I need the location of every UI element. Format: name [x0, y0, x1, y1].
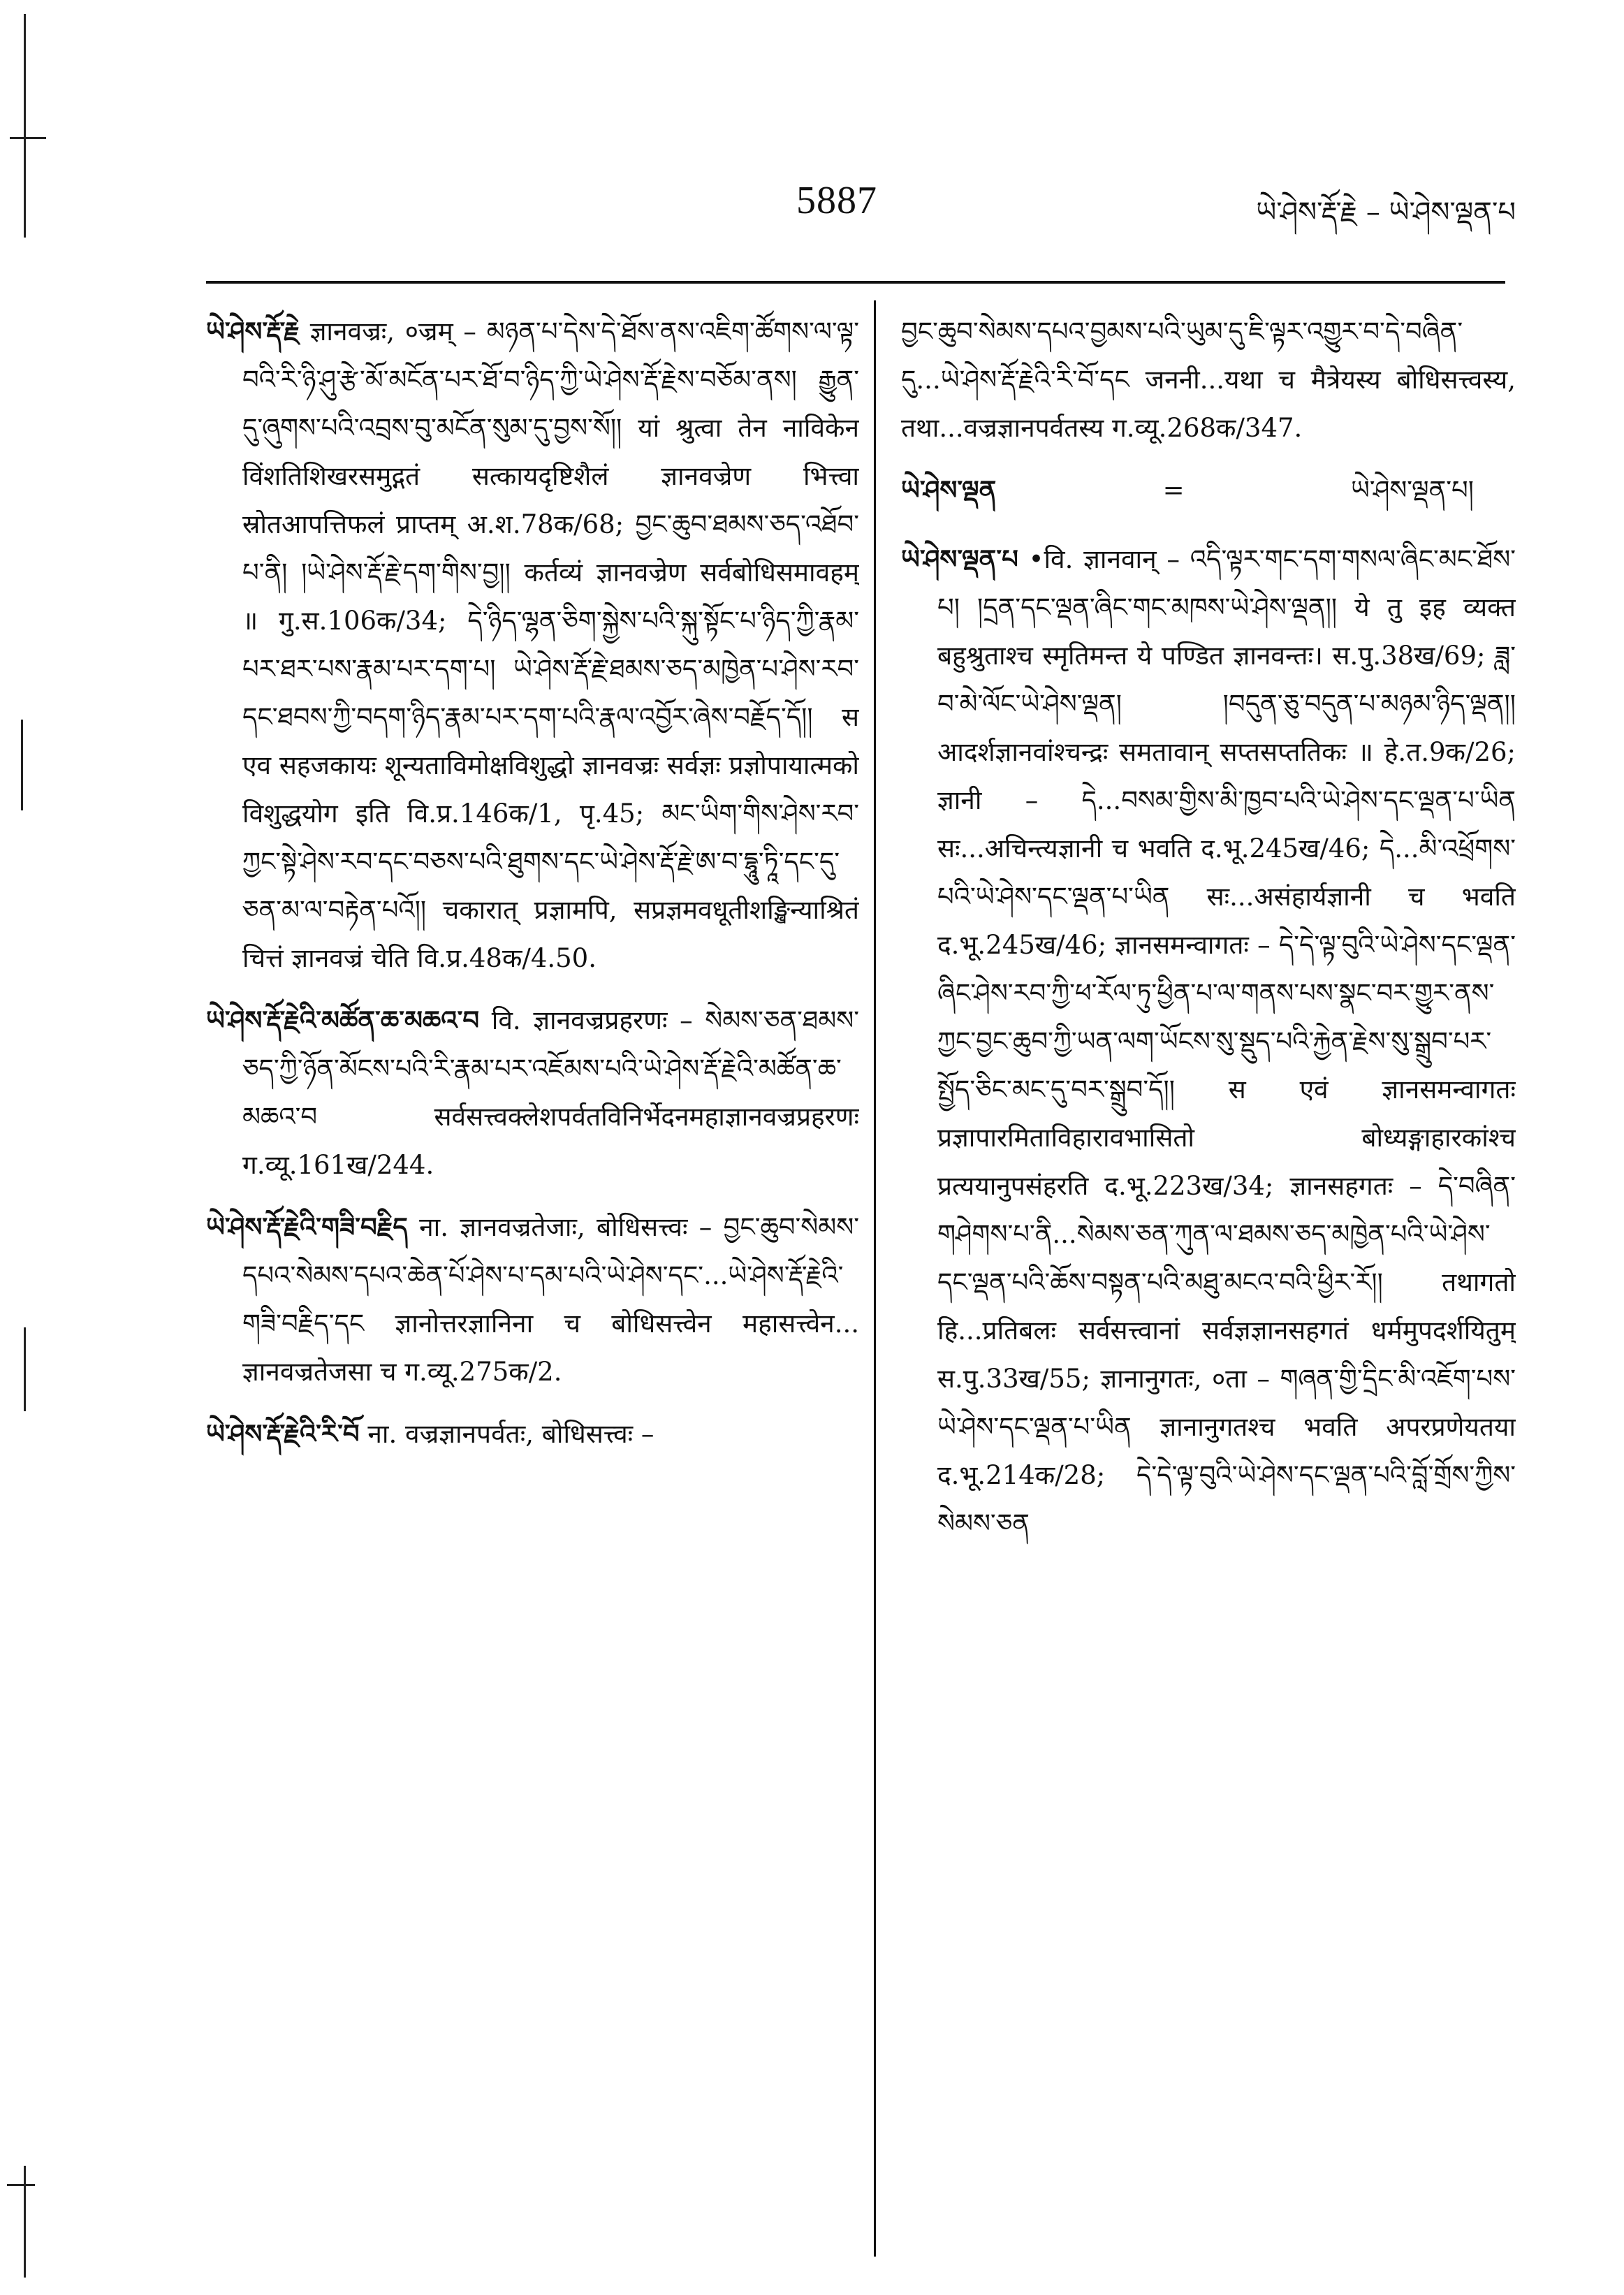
page-number: 5887: [796, 179, 877, 222]
entry-headword: ཡེ་ཤེས་རྡོ་རྗེ: [206, 316, 300, 347]
margin-mark: [21, 720, 23, 810]
dictionary-entry: [901, 535, 1516, 1547]
dictionary-entry: [206, 1203, 859, 1396]
equals-sign: =: [1162, 475, 1185, 505]
dictionary-entry: [206, 307, 859, 982]
cross-reference-target: ཡེ་ཤེས་ལྡན་པ།: [1350, 475, 1474, 505]
entry-body: •वि. ज्ञानवान् – འདི་ལྟར་གང་དག་གསལ་ཞིང་མང་ཐོས་པ། །དྲན་དང་ལྡན་ཞིང་གང་མཁས་ཡེ་ཤེས་ལྡན།། ये तु इह व्यक्त बहुश्रुताश्च स्मृतिमन्त ये पण्डित ज्ञानवन्तः। स.पु.38ख/69; ཟླ་བ་མེ་ལོང་ཡེ་ཤེས་ལྡན། །བདུན་ཅུ་བདུན་པ་མཉམ་ཉིད་ལྡན།། आदर्शज्ञानवांश्चन्द्रः समतावान् सप्तसप्ततिकः ॥ हे.त.9क/26; ज्ञानी – དེ...བསམ་གྱིས་མི་ཁྱབ་པའི་ཡེ་ཤེས་དང་ལྡན་པ་ཡིན सः...अचिन्त्यज्ञानी च भवति द.भू.245ख/46; དེ...མི་འཕྲོགས་པའི་ཡེ་ཤེས་དང་ལྡན་པ་ཡིན सः...असंहार्यज्ञानी च भवति द.भू.245ख/46; ज्ञानसमन्वागतः – དེ་དེ་ལྟ་བུའི་ཡེ་ཤེས་དང་ལྡན་ཞིང་ཤེས་རབ་ཀྱི་ཕ་རོལ་ཏུ་ཕྱིན་པ་ལ་གནས་པས་སྣང་བར་གྱུར་ནས་ཀྱང་བྱང་ཆུབ་ཀྱི་ཡན་ལག་ཡོངས་སུ་སྡུད་པའི་རྐྱེན་རྗེས་སུ་སྒྲུབ་པར་སྤྱོད་ཅིང་མང་དུ་བར་སྒྲུབ་དོ།། स एवं ज्ञानसमन्वागतः प्रज्ञापारमिताविहारावभासितो बोध्यङ्गाहारकांश्च प्रत्ययानुपसंहरति द.भू.223ख/34; ज्ञानसहगतः – དེ་བཞིན་གཤེགས་པ་ནི...སེམས་ཅན་ཀུན་ལ་ཐམས་ཅད་མཁྱེན་པའི་ཡེ་ཤེས་དང་ལྡན་པའི་ཆོས་བསྟན་པའི་མཐུ་མངའ་བའི་ཕྱིར་རོ།། तथागतो हि...प्रतिबलः सर्वसत्त्वानां सर्वज्ञज्ञानसहगतं धर्ममुपदर्शयितुम् स.पु.33ख/55; ज्ञानानुगतः, ०ता – གཞན་གྱི་དྲིང་མི་འཇོག་པས་ཡེ་ཤེས་དང་ལྡན་པ་ཡིན ज्ञानानुगतश्च भवति अपरप्रणेयतया द.भू.214क/28; དེ་དེ་ལྟ་བུའི་ཡེ་ཤེས་དང་ལྡན་པའི་བློ་གྲོས་ཀྱིས་སེམས་ཅན: [937, 544, 1516, 1538]
dictionary-entry: [206, 996, 859, 1189]
right-column: [901, 307, 1516, 2264]
entry-body: ना. वज्रज्ञानपर्वतः, बोधिसत्त्वः –: [367, 1419, 654, 1449]
entry-headword: ཡེ་ཤེས་རྡོ་རྗེའི་མཚོན་ཆ་མཆའ་བ: [206, 1005, 480, 1035]
header-rule: [206, 281, 1505, 284]
margin-mark: [24, 14, 26, 238]
entry-headword: ཡེ་ཤེས་རྡོ་རྗེའི་རི་བོ: [206, 1418, 360, 1449]
entry-body: वि. ज्ञानवज्रप्रहरणः – སེམས་ཅན་ཐམས་ཅད་ཀྱི་ཉོན་མོངས་པའི་རི་རྣམ་པར་འཇོམས་པའི་ཡེ་ཤེས་རྡོ་རྗེའི་མཚོན་ཆ་མཆའ་བ सर्वसत्त्वक्लेशपर्वतविनिर्भेदनमहाज्ञानवज्रप्रहरणः ग.व्यू.161ख/244.: [242, 1005, 859, 1180]
entry-body: ना. ज्ञानवज्रतेजाः, बोधिसत्त्वः – བྱང་ཆུབ་སེམས་དཔའ་སེམས་དཔའ་ཆེན་པོ་ཤེས་པ་དམ་པའི་ཡེ་ཤེས་དང་...ཡེ་ཤེས་རྡོ་རྗེའི་གཟི་བརྗིད་དང ज्ञानोत्तरज्ञानिना च बोधिसत्त्वेन महासत्त्वेन... ज्ञानवज्रतेजसा च ग.व्यू.275क/2.: [242, 1212, 859, 1387]
entry-continuation: བྱང་ཆུབ་སེམས་དཔའ་བྱམས་པའི་ཡུམ་དུ་ཇི་ལྟར་འགྱུར་བ་དེ་བཞིན་དུ...ཡེ་ཤེས་རྡོ་རྗེའི་རི་བོ་དང जननी...यथा च मैत्रेयस्य बोधिसत्त्वस्य, तथा...वज्रज्ञानपर्वतस्य ग.व्यू.268क/347.: [901, 316, 1516, 443]
margin-mark: [7, 2184, 35, 2186]
left-column: [206, 307, 859, 2264]
cross-reference: [901, 466, 1516, 514]
margin-mark: [24, 1327, 26, 1411]
margin-mark: [10, 137, 46, 139]
entry-headword: ཡེ་ཤེས་ལྡན་པ: [901, 544, 1018, 574]
dictionary-entry: [206, 1410, 859, 1458]
margin-mark: [24, 2166, 26, 2278]
entry-body: ज्ञानवज्रः, ०ज्रम् – མཉན་པ་དེས་དེ་ཐོས་ནས་འཇིག་ཚོགས་ལ་ལྟ་བའི་རི་ཉི་ཤུ་རྩེ་མོ་མངོན་པར་ཐོ་བ་ཉིད་ཀྱི་ཡེ་ཤེས་རྡོ་རྗེས་བཅོམ་ནས། རྒྱུན་དུ་ཞུགས་པའི་འབྲས་བུ་མངོན་སུམ་དུ་བྱས་སོ།། यां श्रुत्वा तेन नाविकेन विंशतिशिखरसमुद्गतं सत्कायदृष्टिशैलं ज्ञानवज्रेण भित्त्वा स्रोतआपत्तिफलं प्राप्तम् अ.श.78क/68; བྱང་ཆུབ་ཐམས་ཅད་འཐོབ་པ་ནི། །ཡེ་ཤེས་རྡོ་རྗེ་དག་གིས་བྱ།། कर्तव्यं ज्ञानवज्रेण सर्वबोधिसमावहम् ॥ गु.स.106क/34; དེ་ཉིད་ལྷན་ཅིག་སྐྱེས་པའི་སྐུ་སྟོང་པ་ཉིད་ཀྱི་རྣམ་པར་ཐར་པས་རྣམ་པར་དག་པ། ཡེ་ཤེས་རྡོ་རྗེ་ཐམས་ཅད་མཁྱེན་པ་ཤེས་རབ་དང་ཐབས་ཀྱི་བདག་ཉིད་རྣམ་པར་དག་པའི་རྣལ་འབྱོར་ཞེས་བརྗོད་དོ།། स एव सहजकायः शून्यताविमोक्षविशुद्धो ज्ञानवज्रः सर्वज्ञः प्रज्ञोपायात्मको विशुद्धयोग इति वि.प्र.146क/1, पृ.45; མང་ཡིག་གིས་ཤེས་རབ་ཀྱང་སྟེ་ཤེས་རབ་དང་བཅས་པའི་ཐུགས་དང་ཡེ་ཤེས་རྡོ་རྗེ་ཨ་བ་དྷཱུ་ཏཱི་དང་དུ་ཅན་མ་ལ་བརྟེན་པའོ།། चकारात् प्रज्ञामपि, सप्रज्ञमवधूतीशङ्खिन्याश्रितं चित्तं ज्ञानवज्रं चेति वि.प्र.48क/4.50.: [242, 316, 859, 973]
column-divider: [874, 300, 876, 2257]
cross-reference-headword: ཡེ་ཤེས་ལྡན: [901, 474, 997, 505]
entry-headword: ཡེ་ཤེས་རྡོ་རྗེའི་གཟི་བརྗིད: [206, 1211, 408, 1242]
running-head: ཡེ་ཤེས་རྡོ་རྗེ – ཡེ་ཤེས་ལྡན་པ: [1256, 196, 1516, 228]
